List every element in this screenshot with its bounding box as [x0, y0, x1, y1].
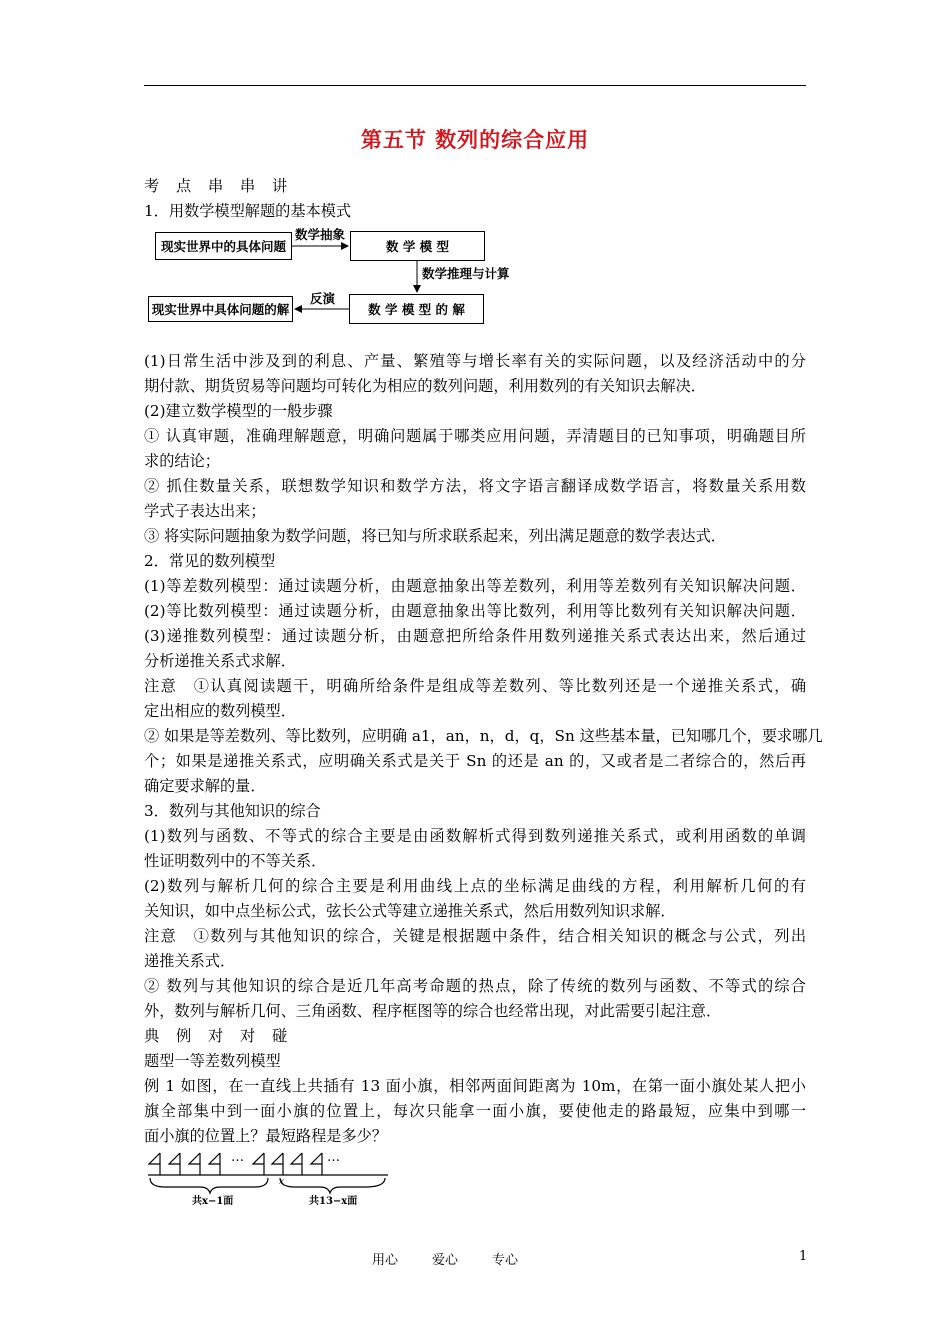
para-line: 分析递推关系式求解． — [144, 652, 296, 670]
footer-slogan-1: 用心 — [372, 1253, 399, 1268]
para-line: 外，数列与解析几何、三角函数、程序框图等的综合也经常出现，对此需要引起注意． — [144, 1002, 722, 1020]
para-line: 注意 ①数列与其他知识的综合，关键是根据题中条件，结合相关知识的概念与公式，列出 — [144, 927, 806, 945]
label-reasoning: 数学推理与计算 — [422, 266, 510, 281]
para-line: (1)数列与函数、不等式的综合主要是由函数解析式得到数列递推关系式，或利用函数的单调 — [144, 827, 806, 845]
box-math-model: 数 学 模 型 — [350, 231, 485, 261]
section-heading-kdcj: 考 点 串 串 讲 — [144, 177, 294, 195]
heading-3: 3．数列与其他知识的综合 — [144, 802, 321, 820]
para-line: ① 认真审题，准确理解题意，明确问题属于哪类应用问题，弄清题目的已知事项，明确题目所 — [144, 427, 806, 445]
page-number: 1 — [799, 1249, 808, 1264]
flag-icon — [189, 1153, 200, 1175]
para-line: 确定要求解的量． — [144, 777, 266, 795]
para-line: (3)递推数列模型：通过读题分析，由题意把所给条件用数列递推关系式表达出来，然后通过 — [144, 627, 806, 645]
flags-drawing — [140, 1145, 400, 1215]
box-model-solution: 数 学 模 型 的 解 — [349, 294, 484, 324]
flow-arrows — [0, 0, 950, 340]
para-line: ② 数列与其他知识的综合是近几年高考命题的热点，除了传统的数列与函数、不等式的综合 — [144, 977, 806, 995]
example-line: 旗全部集中到一面小旗的位置上，每次只能拿一面小旗，要使他走的路最短，应集中到哪一 — [144, 1102, 806, 1120]
flag-icon — [169, 1153, 180, 1175]
label-reverse: 反演 — [310, 291, 336, 306]
dots-right: … — [327, 1150, 340, 1165]
para-line: 期付款、期货贸易等问题均可转化为相应的数列问题，利用数列的有关知识去解决． — [144, 377, 706, 395]
brace-left-label: 共x−1面 — [192, 1196, 234, 1207]
para-line: 注意 ①认真阅读题干，明确所给条件是组成等差数列、等比数列还是一个递推关系式，确 — [144, 677, 806, 695]
footer-slogan-2: 爱心 — [432, 1253, 459, 1268]
para-line: (1)等差数列模型：通过读题分析，由题意抽象出等差数列，利用等差数列有关知识解决问题． — [144, 577, 806, 595]
brace-left — [150, 1178, 268, 1193]
para-line: 学式子表达出来； — [144, 502, 266, 520]
box-real-solution: 现实世界中具体问题的解 — [148, 296, 293, 322]
para-line: ② 抓住数量关系，联想数学知识和数学方法，将文字语言翻译成数学语言，将数量关系用数 — [144, 477, 806, 495]
label-abstract: 数学抽象 — [295, 227, 346, 242]
flag-icon — [272, 1153, 283, 1175]
para-line: 性证明数列中的不等关系． — [144, 852, 327, 870]
para-line: (2)数列与解析几何的综合主要是利用曲线上点的坐标满足曲线的方程，利用解析几何的有 — [144, 877, 806, 895]
section-heading-dldp: 典 例 对 对 碰 — [144, 1027, 294, 1045]
box-real-problem: 现实世界中的具体问题 — [155, 232, 292, 260]
para-line: (2)建立数学模型的一般步骤 — [144, 402, 333, 420]
dots-left: … — [231, 1150, 244, 1165]
para-line: ② 如果是等差数列、等比数列，应明确 a1，an，n，d，q，Sn 这些基本量，已知哪几个，要求哪几 — [144, 727, 823, 745]
flag-icon — [149, 1153, 160, 1175]
brace-right-label: 共13−x面 — [309, 1196, 358, 1207]
para-line: ③ 将实际问题抽象为数学问题，将已知与所求联系起来，列出满足题意的数学表达式． — [144, 527, 726, 545]
page-title: 第五节 数列的综合应用 — [360, 127, 590, 152]
flag-icon — [291, 1153, 302, 1175]
para-line: 递推关系式． — [144, 952, 236, 970]
para-line: 个；如果是递推关系式，应明确关系式是关于 Sn 的还是 an 的，又或者是二者综合的，然后再 — [144, 752, 806, 770]
para-line: 关知识，如中点坐标公式，弦长公式等建立递推关系式，然后用数列知识求解． — [144, 902, 676, 920]
heading-2: 2．常见的数列模型 — [144, 552, 276, 570]
heading-1: 1．用数学模型解题的基本模式 — [144, 202, 352, 220]
type-heading: 题型一等差数列模型 — [144, 1052, 281, 1070]
example-line: 面小旗的位置上？最短路程是多少？ — [144, 1127, 387, 1145]
para-line: 求的结论； — [144, 452, 220, 470]
para-line: 定出相应的数列模型． — [144, 702, 296, 720]
flag-icon — [311, 1153, 322, 1175]
para-line: (2)等比数列模型：通过读题分析，由题意抽象出等比数列，利用等比数列有关知识解决问题． — [144, 602, 806, 620]
example-line: 例 1 如图，在一直线上共插有 13 面小旗，相邻两面间距离为 10m，在第一面小旗处某人把小 — [144, 1077, 806, 1095]
para-line: (1)日常生活中涉及到的利息、产量、繁殖等与增长率有关的实际问题，以及经济活动中的分 — [144, 352, 806, 370]
brace-right — [280, 1178, 385, 1193]
x-label: x — [279, 1177, 285, 1187]
flag-icon — [209, 1153, 220, 1175]
footer-slogan-3: 专心 — [492, 1253, 519, 1268]
flag-icon — [253, 1153, 264, 1175]
